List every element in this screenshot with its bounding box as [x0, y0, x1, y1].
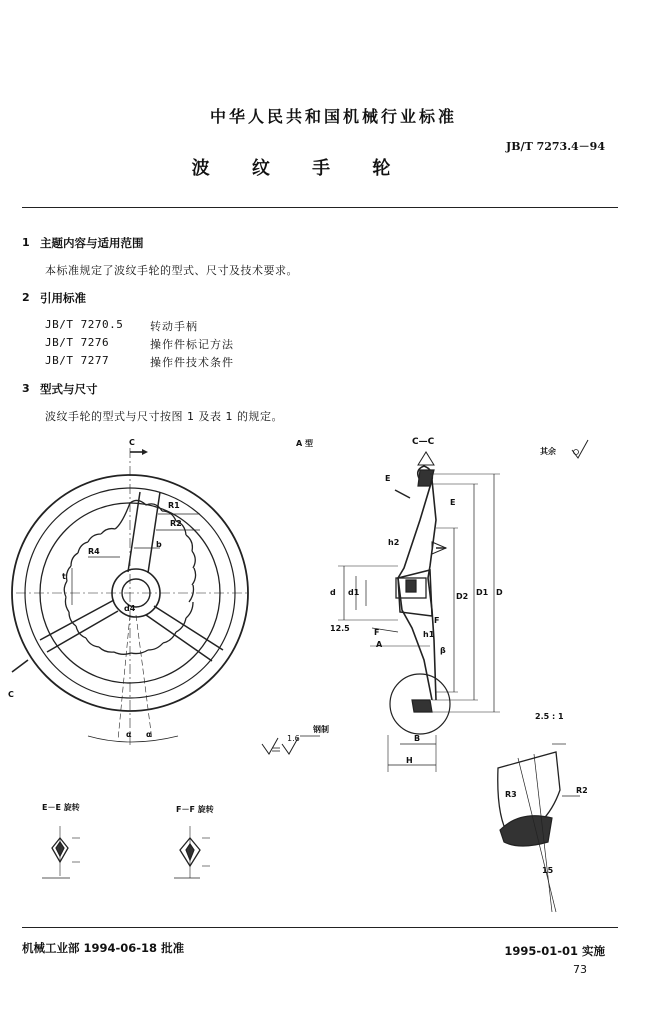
- type-label: A 型: [296, 439, 313, 448]
- dim-alpha-right: α: [146, 730, 152, 739]
- section-ff-view: [174, 826, 210, 878]
- section-3-number: 3: [22, 382, 30, 395]
- standard-number: JB/T 7273.4－94: [506, 140, 605, 153]
- detail-view: [498, 744, 580, 912]
- section-3-text: 波纹手轮的型式与尺寸按图 1 及表 1 的规定。: [45, 410, 283, 423]
- dim-b: b: [156, 540, 162, 549]
- section-2-title: 引用标准: [40, 291, 86, 305]
- reference-name: 操作件技术条件: [150, 356, 234, 369]
- roughness-value: 1.6: [287, 734, 300, 743]
- dim-r2-detail: R2: [576, 786, 588, 795]
- dim-r1: R1: [168, 501, 180, 510]
- dim-t: t: [62, 572, 66, 581]
- dim-d1: D1: [476, 588, 489, 597]
- section-1-title: 主题内容与适用范围: [40, 236, 144, 250]
- detail-scale: 2.5 : 1: [535, 712, 564, 721]
- section-mark-f-left: F: [374, 628, 380, 637]
- section-cc-label: C—C: [412, 437, 435, 447]
- dim-d4: d4: [124, 604, 136, 613]
- dim-b-cap: B: [414, 734, 421, 743]
- dim-beta: β: [440, 646, 446, 655]
- dim-a: A: [376, 640, 383, 649]
- section-mark-e: E: [385, 474, 391, 483]
- header-divider: [22, 207, 618, 208]
- section-1-text: 本标准规定了波纹手轮的型式、尺寸及技术要求。: [45, 264, 298, 277]
- dim-alpha-left: α: [126, 730, 132, 739]
- reference-code: JB/T 7270.5: [45, 318, 124, 331]
- section-mark-e-right: E: [450, 498, 456, 507]
- reference-name: 操作件标记方法: [150, 338, 234, 351]
- dim-h1: h1: [423, 630, 435, 639]
- dim-r3: R3: [505, 790, 517, 799]
- dim-d2: D2: [456, 592, 469, 601]
- footer-divider: [22, 927, 618, 928]
- section-ee-view: [42, 826, 80, 878]
- standard-body-title: 中华人民共和国机械行业标准: [209, 107, 457, 126]
- section-mark-c-bottom: C: [8, 690, 14, 699]
- section-2-number: 2: [22, 291, 30, 304]
- approval-note: 机械工业部 1994-06-18 批准: [22, 941, 185, 955]
- reference-code: JB/T 7276: [45, 336, 110, 349]
- section-1-number: 1: [22, 236, 30, 249]
- knurl-label: 钢制: [313, 725, 329, 734]
- section-3-title: 型式与尺寸: [40, 382, 98, 396]
- dim-d-small: d: [330, 588, 336, 597]
- section-ee-label: E－E 旋转: [42, 803, 80, 812]
- reference-name: 转动手柄: [150, 320, 198, 333]
- mark-15: 15: [542, 866, 554, 875]
- dim-h2: h2: [388, 538, 400, 547]
- dim-angle: 12.5: [330, 624, 350, 633]
- section-ff-label: F－F 旋转: [176, 805, 214, 814]
- effective-date: 1995-01-01 实施: [504, 944, 605, 958]
- section-mark-c-top: C: [129, 438, 135, 447]
- document-title: 波 纹 手 轮: [191, 158, 409, 179]
- dim-r4: R4: [88, 547, 100, 556]
- wheel-front-view: [12, 448, 250, 745]
- dim-d: D: [496, 588, 503, 597]
- section-mark-f: F: [434, 616, 440, 625]
- rest-roughness-label: 其余: [540, 447, 556, 456]
- page-number: 73: [573, 963, 587, 976]
- dim-r2: R2: [170, 519, 182, 528]
- reference-code: JB/T 7277: [45, 354, 110, 367]
- dim-h: H: [406, 756, 413, 765]
- wheel-section-view: [338, 452, 500, 772]
- dim-d1-small: d1: [348, 588, 360, 597]
- handwheel-drawing: [0, 430, 667, 920]
